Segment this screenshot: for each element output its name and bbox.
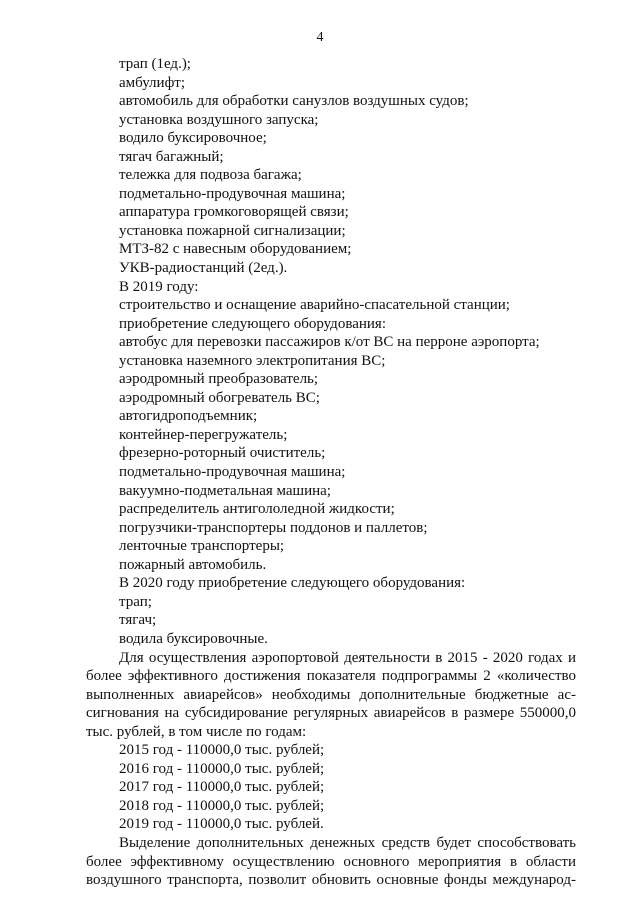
funding-year-item: 2017 год - 110000,0 тыс. рублей; — [119, 779, 325, 796]
list-item: трап; — [119, 593, 152, 610]
list-item: аэродромный преобразователь; — [119, 371, 319, 388]
paragraph-line: воздушного транспорта, позволит обновить основные фонды международ- — [86, 872, 576, 889]
list-item: фрезерно-роторный очиститель; — [119, 445, 326, 462]
section-heading-2020: В 2020 году приобретение следующего оборудования: — [119, 575, 466, 592]
funding-year-item: 2016 год - 110000,0 тыс. рублей; — [119, 760, 325, 777]
list-item: подметально-продувочная машина; — [119, 185, 346, 202]
list-item: подметально-продувочная машина; — [119, 464, 346, 481]
list-item: автобус для перевозки пассажиров к/от ВС на перроне аэропорта; — [119, 334, 540, 351]
funding-year-item: 2018 год - 110000,0 тыс. рублей; — [119, 797, 325, 814]
paragraph-line: более эффективного достижения показателя подпрограммы 2 «количество — [86, 668, 576, 685]
paragraph-line: более эффективному осуществлению основного мероприятия в области — [86, 853, 576, 870]
list-item: погрузчики-транспортеры поддонов и паллетов; — [119, 519, 428, 536]
paragraph-line: Для осуществления аэропортовой деятельности в 2015 - 2020 годах и — [119, 649, 576, 666]
list-item: строительство и оснащение аварийно-спасательной станции; — [119, 297, 510, 314]
list-item: трап (1ед.); — [119, 56, 191, 72]
list-item: амбулифт; — [119, 74, 186, 91]
paragraph-line: сигнования на субсидирование регулярных авиарейсов в размере 550000,0 — [86, 705, 576, 722]
list-item: МТЗ-82 с навесным оборудованием; — [119, 241, 352, 258]
list-item: автогидроподъемник; — [119, 408, 258, 425]
document-body — [86, 55, 576, 890]
list-item: автомобиль для обработки санузлов воздушных судов; — [119, 93, 469, 110]
paragraph-line: выполненных авиарейсов» необходимы дополнительные бюджетные ас- — [86, 686, 576, 703]
list-item: водило буксировочное; — [119, 130, 267, 147]
list-item: контейнер-перегружатель; — [119, 426, 288, 443]
list-item: распределитель антигололедной жидкости; — [119, 501, 395, 518]
list-item: ленточные транспортеры; — [119, 538, 285, 555]
list-item: приобретение следующего оборудования: — [119, 315, 386, 332]
list-item: аппаратура громкоговорящей связи; — [119, 204, 349, 221]
list-item: тягач; — [119, 612, 157, 629]
funding-year-item: 2019 год - 110000,0 тыс. рублей. — [119, 816, 324, 833]
page-number: 4 — [316, 30, 324, 45]
list-item: водила буксировочные. — [119, 630, 268, 647]
list-item: пожарный автомобиль. — [119, 556, 267, 573]
paragraph-line: тыс. рублей, в том числе по годам: — [86, 723, 307, 740]
funding-year-item: 2015 год - 110000,0 тыс. рублей; — [119, 742, 325, 759]
list-item: УКВ-радиостанций (2ед.). — [119, 260, 288, 277]
section-heading-2019: В 2019 году: — [119, 278, 199, 295]
paragraph-line: Выделение дополнительных денежных средств будет способствовать — [119, 834, 576, 851]
list-item: тележка для подвоза багажа; — [119, 167, 302, 184]
list-item: установка наземного электропитания ВС; — [119, 352, 386, 369]
list-item: установка пожарной сигнализации; — [119, 222, 346, 239]
list-item: установка воздушного запуска; — [119, 111, 319, 128]
list-item: тягач багажный; — [119, 148, 224, 165]
list-item: аэродромный обогреватель ВС; — [119, 389, 320, 406]
list-item: вакуумно-подметальная машина; — [119, 482, 331, 499]
